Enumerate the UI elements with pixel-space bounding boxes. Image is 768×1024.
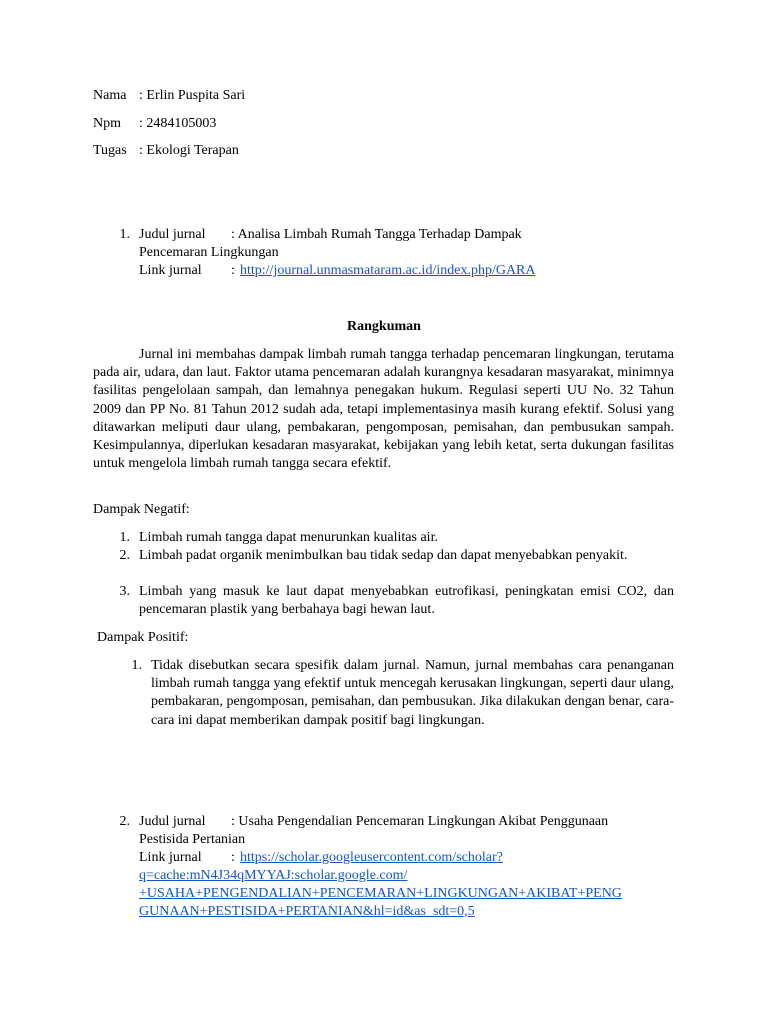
journal-2-link-label: Link jurnal: [139, 850, 202, 865]
journal-1-link-colon: :: [231, 263, 235, 278]
journal-1-link-label: Link jurnal: [139, 263, 202, 278]
task-value: : Ekologi Terapan: [139, 143, 239, 158]
task-label: Tugas: [93, 143, 127, 158]
journal-2-link-line2[interactable]: q=cache:mN4J34qMYYAJ:scholar.google.com/: [139, 868, 408, 883]
name-label: Nama: [93, 88, 127, 103]
positive-item-1: Tidak disebutkan secara spesifik dalam jurnal. Namun, jurnal membahas cara penanganan limbah rumah tangga yang efektif untuk mencegah kerusakan lingkungan, seperti daur ulang, pembakaran, pengomposan, pemisahan, dan pembusukan. Jika dilakukan dengan benar, cara-cara ini dapat memberikan dampak positif bagi lingkungan.: [151, 658, 674, 728]
positive-heading: Dampak Positif:: [97, 630, 189, 645]
journal-2-title-line2: Pestisida Pertanian: [139, 832, 246, 847]
journal-2-link-line1[interactable]: https://scholar.googleusercontent.com/scholar?: [240, 850, 503, 865]
negative-item-1-number: 1.: [119, 530, 130, 545]
journal-2-link-colon: :: [231, 850, 235, 865]
journal-1-title-line1: : Analisa Limbah Rumah Tangga Terhadap Dampak: [231, 227, 522, 242]
positive-item-1-number: 1.: [131, 658, 142, 673]
journal-2-title-line1: : Usaha Pengendalian Pencemaran Lingkungan Akibat Penggunaan: [231, 814, 609, 829]
journal-2-title-label: Judul jurnal: [139, 814, 206, 829]
summary-paragraph: Jurnal ini membahas dampak limbah rumah tangga terhadap pencemaran lingkungan, terutama pada air, udara, dan laut. Faktor utama pencemaran adalah kurangnya kesadaran masyarakat, minimnya fasilitas pengelolaan sampah, dan lemahnya penegakan hukum. Regulasi seperti UU No. 32 Tahun 2009 dan PP No. 81 Tahun 2012 sudah ada, tetapi implementasinya masih kurang efektif. Solusi yang ditawarkan meliputi daur ulang, pembakaran, pengomposan, pemisahan, dan pembusukan sampah. Kesimpulannya, diperlukan kesadaran masyarakat, kebijakan yang lebih ketat, serta dukungan fasilitas untuk mengelola limbah rumah tangga secara efektif.: [93, 347, 674, 472]
negative-item-3-number: 3.: [119, 584, 130, 599]
npm-label: Npm: [93, 116, 121, 131]
journal-2-link-line4[interactable]: GUNAAN+PESTISIDA+PERTANIAN&hl=id&as_sdt=0,5: [139, 904, 475, 919]
journal-2-link-line3[interactable]: +USAHA+PENGENDALIAN+PENCEMARAN+LINGKUNGAN+AKIBAT+PENG: [139, 886, 622, 901]
negative-item-1: Limbah rumah tangga dapat menurunkan kualitas air.: [139, 530, 438, 545]
journal-1-link[interactable]: http://journal.unmasmataram.ac.id/index.php/GARA: [240, 263, 536, 278]
npm-value: : 2484105003: [139, 116, 217, 131]
negative-item-3: Limbah yang masuk ke laut dapat menyebabkan eutrofikasi, peningkatan emisi CO2, dan pencemaran plastik yang berbahaya bagi hewan laut.: [139, 584, 674, 618]
negative-item-2: Limbah padat organik menimbulkan bau tidak sedap dan dapat menyebabkan penyakit.: [139, 548, 628, 563]
journal-1-number: 1.: [119, 227, 130, 242]
journal-1-title-label: Judul jurnal: [139, 227, 206, 242]
summary-title: Rangkuman: [347, 319, 421, 334]
negative-item-2-number: 2.: [119, 548, 130, 563]
name-value: : Erlin Puspita Sari: [139, 88, 246, 103]
journal-2-number: 2.: [119, 814, 130, 829]
journal-1-title-line2: Pencemaran Lingkungan: [139, 245, 279, 260]
negative-heading: Dampak Negatif:: [93, 502, 190, 517]
